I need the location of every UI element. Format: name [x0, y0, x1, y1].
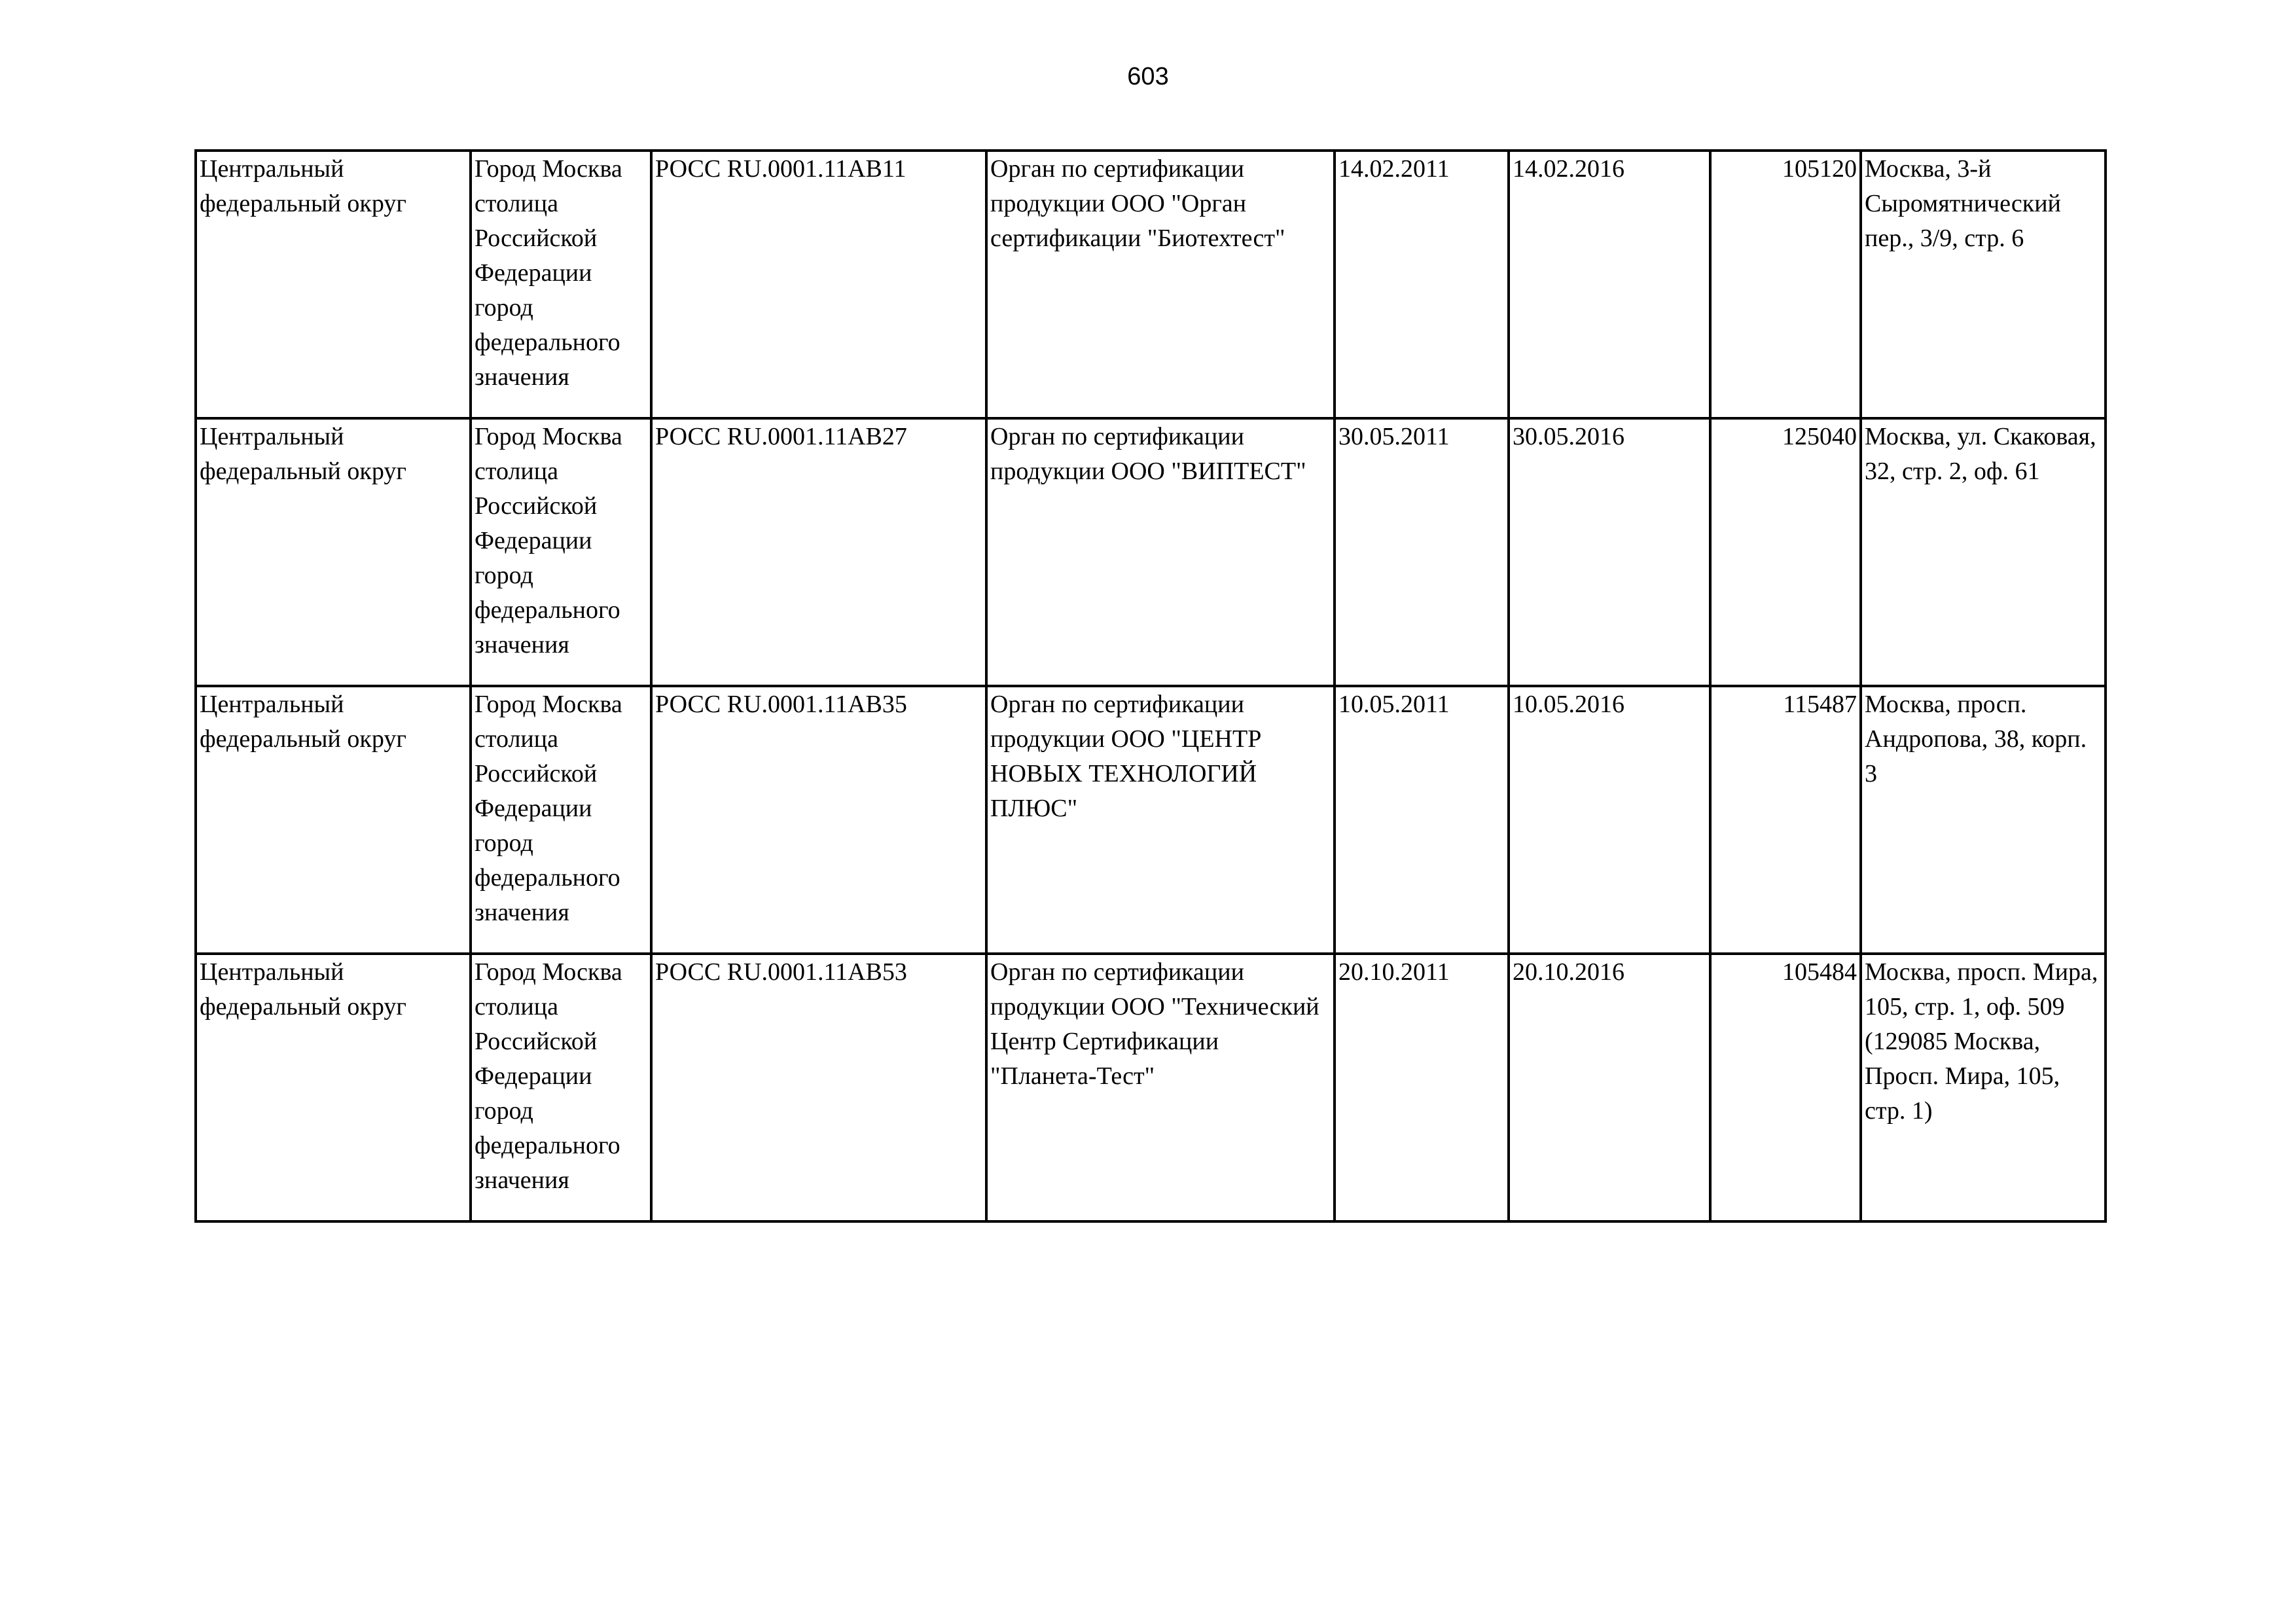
- address-cell: Москва, просп. Мира, 105, стр. 1, оф. 509 (129085 Москва, Просп. Мира, 105, стр. 1): [1861, 954, 2106, 1221]
- reg-number-cell: РОСС RU.0001.11АВ53: [651, 954, 986, 1221]
- page-number: 603: [1127, 63, 1169, 90]
- district-cell: Центральный федеральный округ: [196, 686, 471, 954]
- region-cell: Город Москва столица Российской Федерации город федерального значения: [471, 686, 651, 954]
- address-cell: Москва, просп. Андропова, 38, корп. 3: [1861, 686, 2106, 954]
- organization-cell: Орган по сертификации продукции ООО "ЦЕНТР НОВЫХ ТЕХНОЛОГИЙ ПЛЮС": [986, 686, 1335, 954]
- region-cell: Город Москва столица Российской Федерации город федерального значения: [471, 954, 651, 1221]
- table-row: [196, 418, 2106, 686]
- district-cell: Центральный федеральный округ: [196, 151, 471, 418]
- address-cell: Москва, 3-й Сыромятнический пер., 3/9, стр. 6: [1861, 151, 2106, 418]
- date-to-cell: 30.05.2016: [1509, 418, 1710, 686]
- organization-cell: Орган по сертификации продукции ООО "Орган сертификации "Биотехтест": [986, 151, 1335, 418]
- region-cell: Город Москва столица Российской Федерации город федерального значения: [471, 418, 651, 686]
- region-cell: Город Москва столица Российской Федерации город федерального значения: [471, 151, 651, 418]
- reg-number-cell: РОСС RU.0001.11АВ11: [651, 151, 986, 418]
- date-from-cell: 14.02.2011: [1335, 151, 1509, 418]
- postal-code-cell: 125040: [1710, 418, 1861, 686]
- date-to-cell: 10.05.2016: [1509, 686, 1710, 954]
- date-to-cell: 20.10.2016: [1509, 954, 1710, 1221]
- organization-cell: Орган по сертификации продукции ООО "ВИПТЕСТ": [986, 418, 1335, 686]
- district-cell: Центральный федеральный округ: [196, 954, 471, 1221]
- address-cell: Москва, ул. Скаковая, 32, стр. 2, оф. 61: [1861, 418, 2106, 686]
- reg-number-cell: РОСС RU.0001.11АВ35: [651, 686, 986, 954]
- organization-cell: Орган по сертификации продукции ООО "Технический Центр Сертификации "Планета-Тест": [986, 954, 1335, 1221]
- table-row: [196, 686, 2106, 954]
- postal-code-cell: 105120: [1710, 151, 1861, 418]
- reg-number-cell: РОСС RU.0001.11АВ27: [651, 418, 986, 686]
- postal-code-cell: 115487: [1710, 686, 1861, 954]
- certification-bodies-table: [194, 149, 2107, 1223]
- date-from-cell: 10.05.2011: [1335, 686, 1509, 954]
- date-to-cell: 14.02.2016: [1509, 151, 1710, 418]
- date-from-cell: 20.10.2011: [1335, 954, 1509, 1221]
- district-cell: Центральный федеральный округ: [196, 418, 471, 686]
- table-row: [196, 151, 2106, 418]
- table-row: [196, 954, 2106, 1221]
- date-from-cell: 30.05.2011: [1335, 418, 1509, 686]
- postal-code-cell: 105484: [1710, 954, 1861, 1221]
